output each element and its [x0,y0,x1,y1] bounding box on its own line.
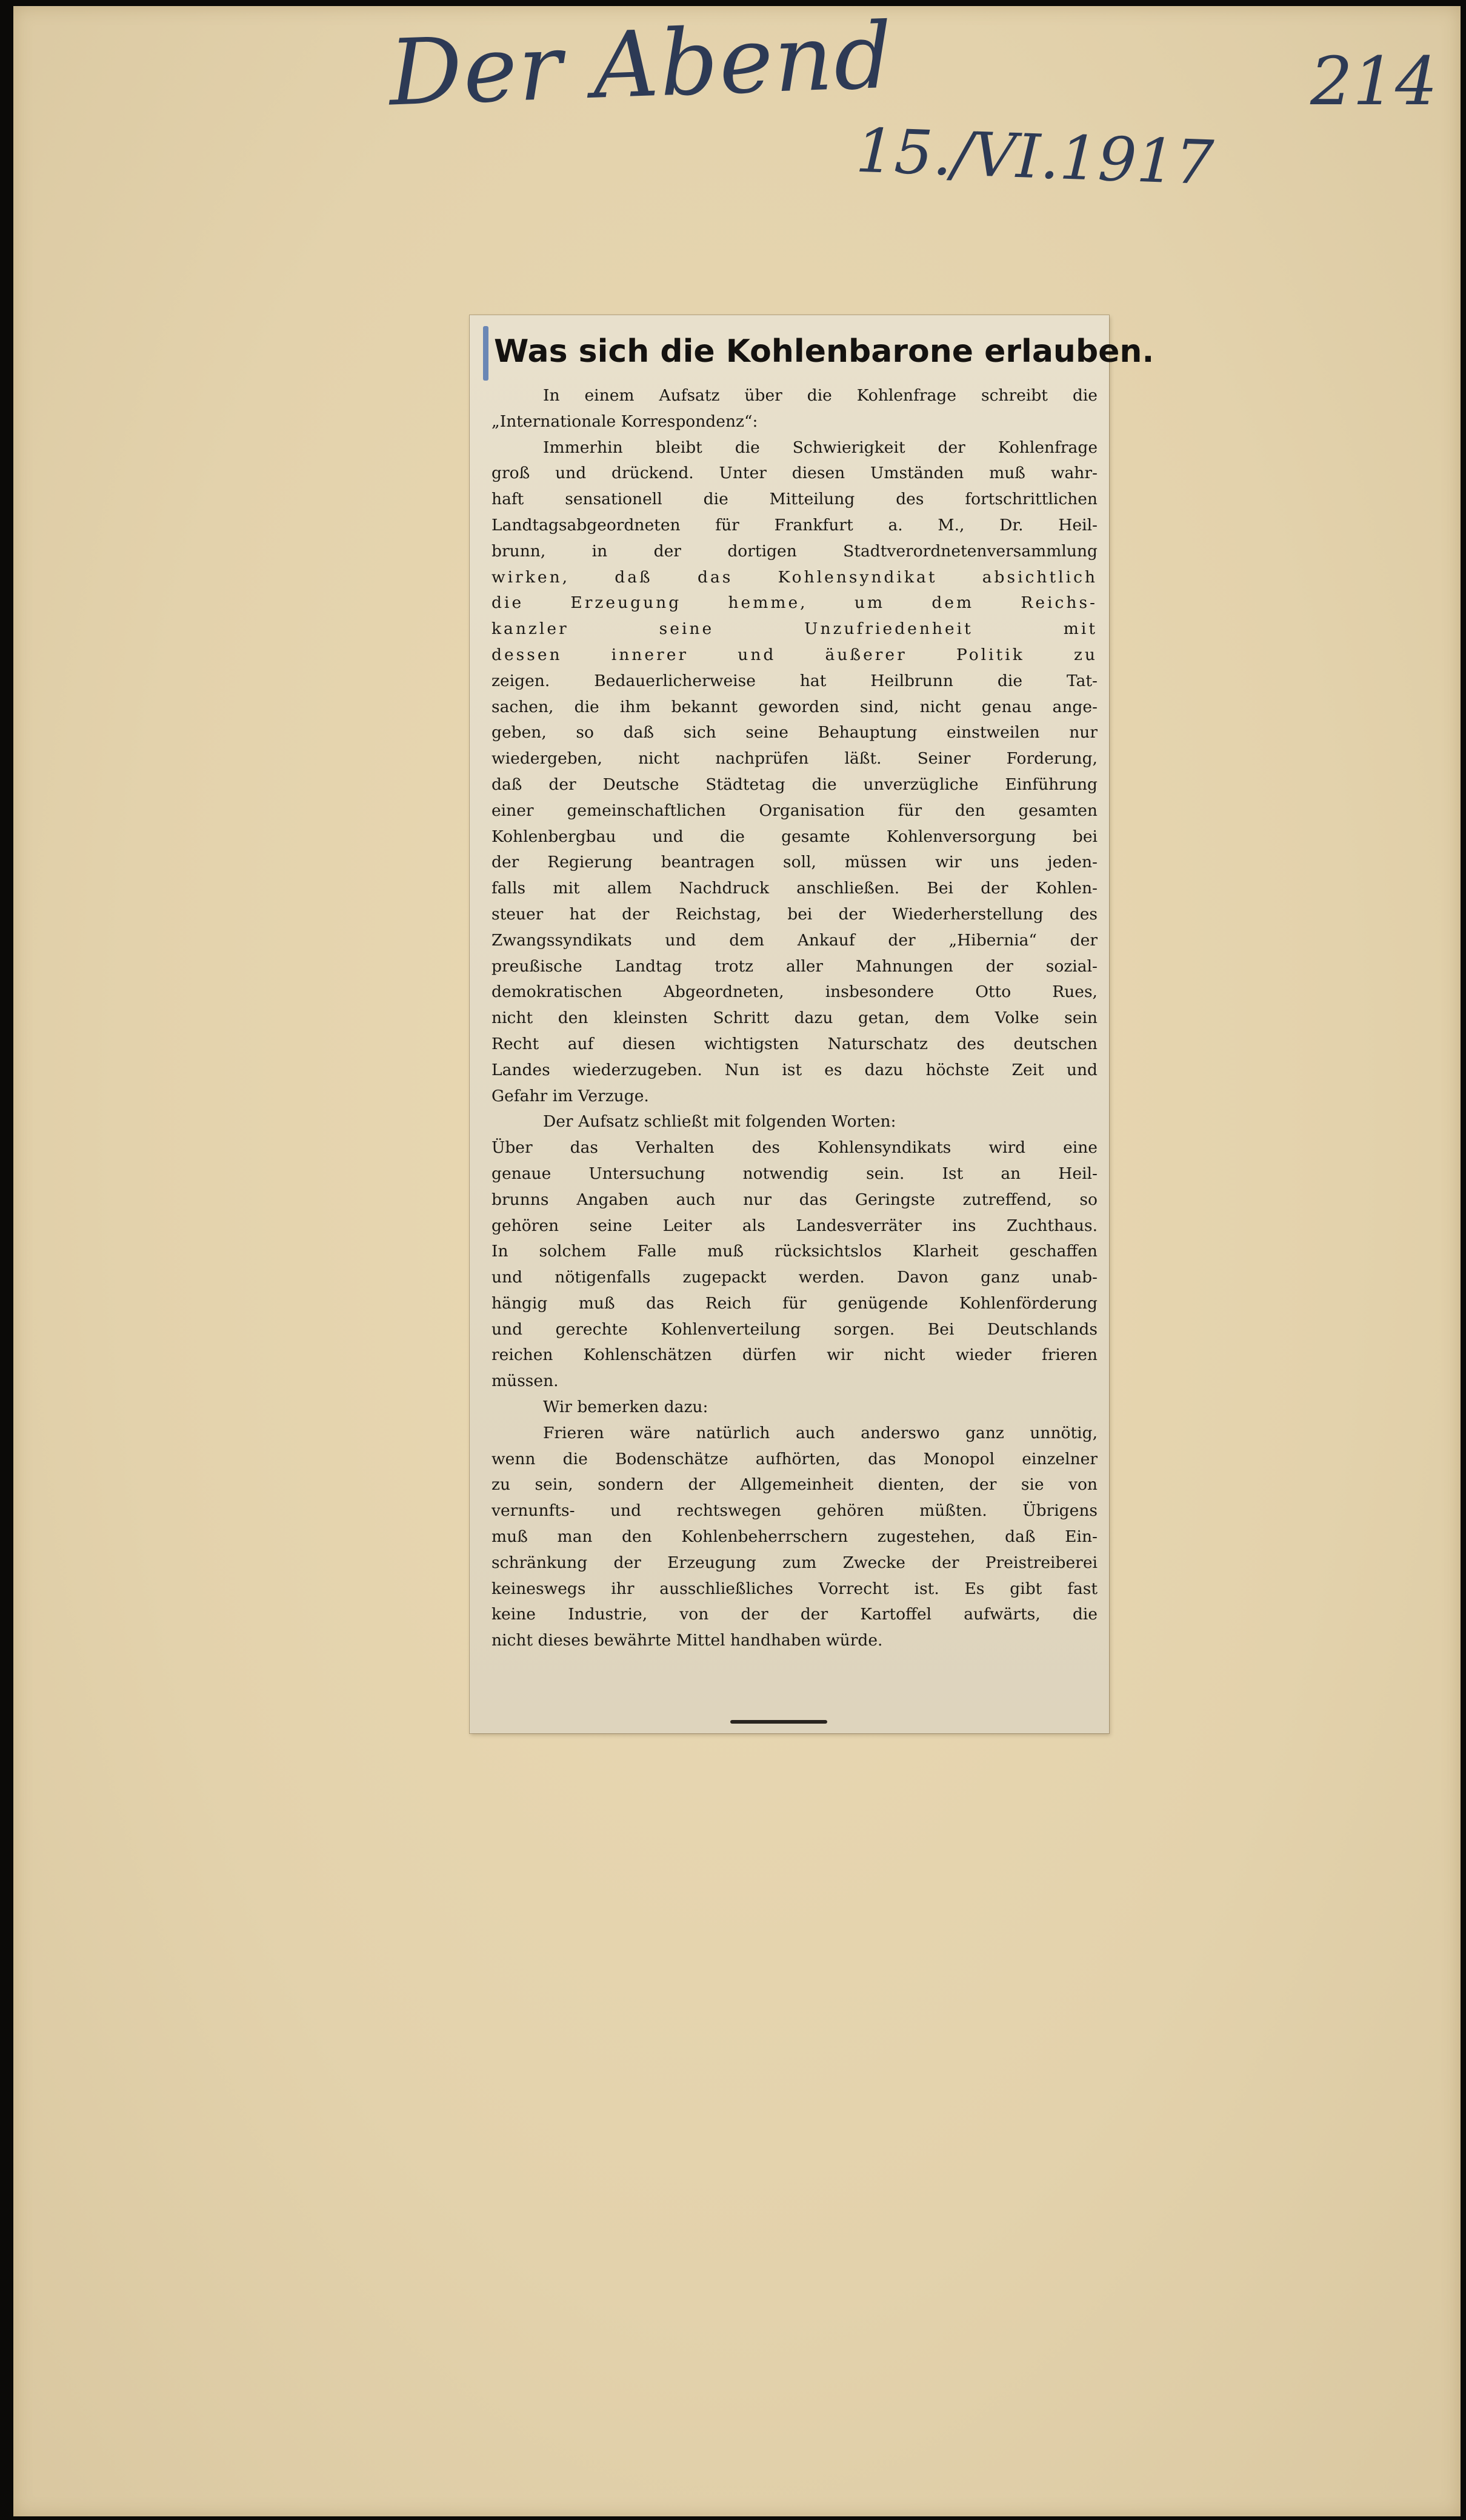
article-line: genaue Untersuchung notwendig sein. Ist an Heil- [491,1164,1098,1183]
article-line: haft sensationell die Mitteilung des fortschrittlichen [491,490,1098,509]
article-line: Immerhin bleibt die Schwierigkeit der Kohlenfrage [543,438,1098,457]
article-line: Zwangssyndikats und dem Ankauf der „Hibernia“ der [491,930,1098,950]
article-line: Wir bemerken dazu: [543,1398,708,1417]
blue-pencil-mark [483,326,488,381]
article-line: dessen innerer und äußerer Politik zu [491,645,1098,664]
article-line: daß der Deutsche Städtetag die unverzügliche Einführung [491,775,1098,794]
article-line: die Erzeugung hemme, um dem Reichs- [491,593,1098,613]
article-line: gehören seine Leiter als Landesverräter ins Zuchthaus. [491,1216,1098,1235]
article-line: keine Industrie, von der der Kartoffel aufwärts, die [491,1605,1098,1624]
article-line: nicht dieses bewährte Mittel handhaben würde. [491,1631,883,1650]
article-line: wirken, daß das Kohlensyndikat absichtlich [491,567,1098,587]
article-line: wenn die Bodenschätze aufhörten, das Monopol einzelner [491,1449,1098,1468]
article-line: Über das Verhalten des Kohlensyndikats wird eine [491,1138,1098,1158]
handwritten-date: 15./VI.1917 [855,115,1215,199]
article-line: Recht auf diesen wichtigsten Naturschatz des deutschen [491,1034,1098,1053]
article-line: sachen, die ihm bekannt geworden sind, nicht genau ange- [491,697,1098,716]
article-line: müssen. [491,1372,559,1391]
article-line: und nötigenfalls zugepackt werden. Davon ganz unab- [491,1268,1098,1287]
article-line: schränkung der Erzeugung zum Zwecke der Preistreiberei [491,1553,1098,1572]
handwritten-newspaper-title: Der Abend [387,3,895,127]
article-line: preußische Landtag trotz aller Mahnungen der sozial- [491,956,1098,976]
article-line: brunns Angaben auch nur das Geringste zutreffend, so [491,1190,1098,1209]
article-line: zeigen. Bedauerlicherweise hat Heilbrunn die Tat- [491,671,1098,690]
article-line: hängig muß das Reich für genügende Kohlenförderung [491,1293,1098,1313]
article-line: Landtagsabgeordneten für Frankfurt a. M., Dr. Heil- [491,515,1098,535]
handwritten-page-number: 214 [1310,42,1438,120]
end-rule [730,1720,827,1724]
article-line: demokratischen Abgeordneten, insbesondere Otto Rues, [491,982,1098,1002]
article-line: falls mit allem Nachdruck anschließen. Bei der Kohlen- [491,879,1098,898]
article-line: groß und drückend. Unter diesen Umständen muß wahr- [491,464,1098,483]
article-line: In einem Aufsatz über die Kohlenfrage schreibt die [543,386,1098,405]
newspaper-clipping [470,315,1154,1733]
article-line: brunn, in der dortigen Stadtverordnetenversammlung [491,541,1098,561]
article-line: vernunfts- und rechtswegen gehören müßten. Übrigens [491,1501,1098,1521]
article-line: Gefahr im Verzuge. [491,1086,649,1105]
article-line: wiedergeben, nicht nachprüfen läßt. Seiner Forderung, [491,749,1098,768]
article-line: Landes wiederzugeben. Nun ist es dazu höchste Zeit und [491,1060,1098,1079]
article-line: muß man den Kohlenbeherrschern zugestehen, daß Ein- [491,1527,1098,1547]
article-line: nicht den kleinsten Schritt dazu getan, dem Volke sein [491,1008,1098,1028]
article-line: und gerechte Kohlenverteilung sorgen. Bei Deutschlands [491,1319,1098,1339]
article-line: Der Aufsatz schließt mit folgenden Worten: [543,1112,896,1132]
article-line: der Regierung beantragen soll, müssen wir uns jeden- [491,853,1098,872]
article-line: keineswegs ihr ausschließliches Vorrecht ist. Es gibt fast [491,1579,1098,1598]
article-line: „Internationale Korrespondenz“: [491,412,758,431]
article-line: kanzler seine Unzufriedenheit mit [491,619,1098,639]
article-line: In solchem Falle muß rücksichtslos Klarheit geschaffen [491,1242,1098,1261]
article-line: reichen Kohlenschätzen dürfen wir nicht wieder frieren [491,1345,1098,1365]
article-headline: Was sich die Kohlenbarone erlauben. [494,333,1154,370]
article-line: Frieren wäre natürlich auch anderswo ganz unnötig, [543,1423,1098,1442]
article-line: einer gemeinschaftlichen Organisation für den gesamten [491,801,1098,820]
article-body [491,383,1098,1654]
article-line: steuer hat der Reichstag, bei der Wiederherstellung des [491,904,1098,924]
article-line: geben, so daß sich seine Behauptung einstweilen nur [491,723,1098,742]
article-line: Kohlenbergbau und die gesamte Kohlenversorgung bei [491,827,1098,846]
article-line: zu sein, sondern der Allgemeinheit dienten, der sie von [491,1475,1098,1495]
